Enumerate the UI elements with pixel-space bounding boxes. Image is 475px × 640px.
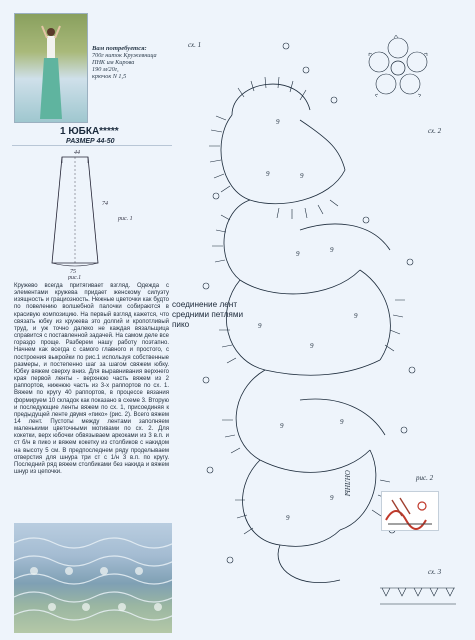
stitch-label: ОНЛНЫ [343,470,351,497]
repeat-mark: 9 [300,172,304,180]
figure-label-sx1: сх. 1 [188,41,202,49]
repeat-mark: 9 [340,418,344,426]
figure-label-ris1-small: рис.1 [68,275,82,280]
lace-band [221,84,390,583]
repeat-mark: 9 [296,250,300,258]
figure-label-sx3: сх. 3 [428,568,442,576]
figure-label-sx2: сх. 2 [428,127,442,135]
pleat-scheme [380,588,456,604]
description-text: Кружево всегда притягивает взгляд. Одежда с элементами кружева придает женскому силуэту изящность и грациозность. Нежные цветочки как будто по повелению волшебной палочки собираются в красивую композицию. На первый взгляд кажется, что связать юбку из кружева это долгий и кропотливый труд, и уж точно далеко не каждая вязальщица справится с поставленной задачей. На самом деле все гораздо проще. Разберем нашу работу поэтапно. Начнем как всегда с самого главного и простого, с построения выкройки по рис.1 используя собственные размеры, и постепенно шаг за шагом свяжем юбку. Юбку вяжем сверху вниз. Для выравнивания верхнего края первой ленты - верхнюю часть вяжем из 2 раппортов, нижнюю часть из 3-х раппортов по сх. 1. Вяжем по кругу 40 раппортов, в процессе вязания формируем 10 складок как показано в схеме 3. Вторую и последующие ленты вяжем по сх. 1, присоединяя к предыдущей ленте двумя «пико» (рис. 2). Всего вяжем 14 лент. Пустоты между лентами заполняем маленькими цветочными мотивами по сх. 2. Для кокетки, верх юбочки обвязываем аркоками из 3 в.п. и ст б/н в пико и вяжем кокетку из столбиков с накидом на высоту 5 см. В предпоследнем ряду проделываем отверстия для шнура три ст с 1/н 3 в.п. по кругу. Последний ряд вяжем столбиками без накида и вяжем шнур из цепочки. [14,283,169,476]
skirt-dim-side: 74 [102,201,108,207]
repeat-mark: 9 [330,494,334,502]
join-note-line: пико [172,320,190,329]
repeat-mark: 9 [276,118,280,126]
repeat-mark: 9 [266,170,270,178]
skirt-dim-bottom: 75 [70,269,76,275]
skirt-dim-top: 44 [74,150,80,156]
repeat-mark: 9 [310,342,314,350]
stitch-detail-image [381,491,439,531]
stitch-detail-drawing [382,492,438,530]
repeat-mark: 9 [286,514,290,522]
materials-line: 700г ниток Кружевница [92,52,157,60]
flower-motif [369,35,427,97]
materials-line: крючок N 1,5 [92,73,127,81]
materials-heading: Вам потребуется: [92,45,147,52]
repeat-mark: 9 [330,246,334,254]
figure-label-ris2: рис. 2 [416,474,434,482]
join-note-line: средними петлями [172,310,244,319]
figure-label-ris1: рис. 1 [118,216,133,222]
pattern-title: 1 ЮБКА***** [60,126,119,137]
materials-line: 190 м/20г, [92,66,119,74]
join-note-line: соединение лент [172,300,238,309]
repeat-mark: 9 [280,422,284,430]
repeat-mark: 9 [258,322,262,330]
pattern-size: РАЗМЕР 44-50 [66,138,115,145]
materials-line: ПНК им Кирова [92,59,135,67]
repeat-marks [258,118,358,522]
repeat-mark: 9 [354,312,358,320]
join-note [172,300,272,330]
